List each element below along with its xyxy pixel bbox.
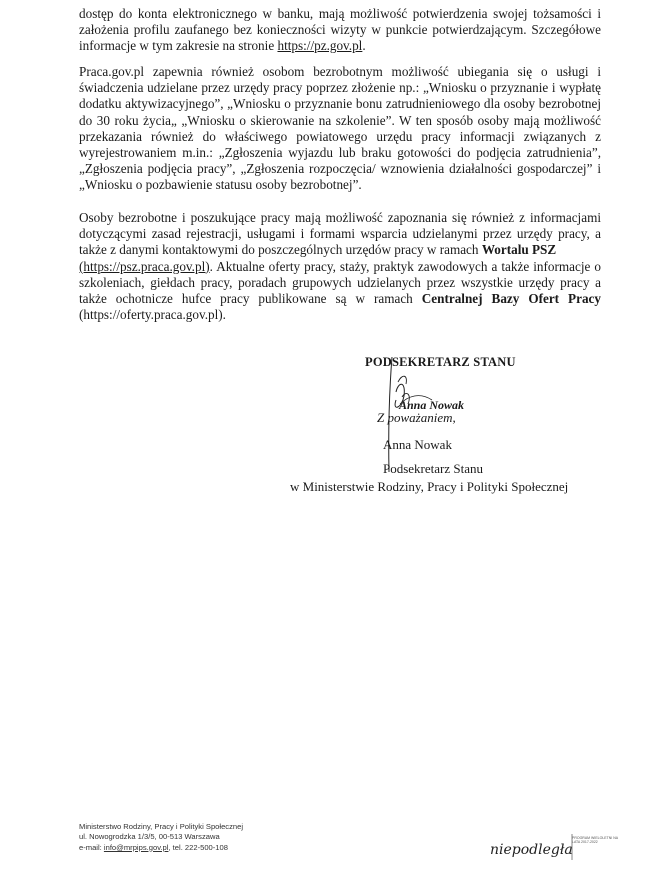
footer-ministry: Ministerstwo Rodziny, Pracy i Polityki Społecznej bbox=[79, 822, 244, 831]
niepodlegla-logo bbox=[488, 826, 638, 866]
psz-praca-link[interactable]: (https://psz.praca.gov.pl) bbox=[79, 258, 210, 274]
signatory-name: Anna Nowak bbox=[383, 437, 452, 452]
signatory-title: Podsekretarz Stanu bbox=[383, 461, 484, 476]
cbop-label: Centralnej Bazy Ofert Pracy bbox=[421, 291, 602, 307]
paragraph-text: dostęp do konta elektronicznego w banku, mają możliwość potwierdzenia swojej tożsamości i założenia profilu zaufanego bez konieczności wizyty w punkcie potwierdzającym. Szczegółowe informacje w tym zakresie na stronie bbox=[79, 6, 601, 54]
paragraph-wortal-psz bbox=[79, 210, 601, 323]
footer-contact bbox=[79, 843, 243, 853]
logo-caption: PROGRAM WIELOLETNI NA LATA 2017-2022 bbox=[572, 836, 618, 844]
closing-salutation: Z poważaniem, bbox=[377, 410, 456, 425]
footer-street: ul. Nowogrodzka 1/3/5, 00-513 Warszawa bbox=[79, 832, 220, 842]
footer-address bbox=[79, 822, 243, 853]
pz-gov-link[interactable]: https://pz.gov.pl bbox=[277, 38, 363, 54]
paragraph-praca-gov: Praca.gov.pl zapewnia również osobom bezrobotnym możliwość ubiegania się o usługi i świadczenia udzielane przez urzędy pracy poprzez złożenie np.: „Wniosku o przyznanie i wypłatę dodatku aktywizacyjnego”, „Wniosku o przyznanie bonu zatrudnieniowego dla osoby bezrobotnej do 30 roku życia„ „Wniosku o skierowanie na szkolenie”. W ten sposób osoby mają możliwość przekazania również do właściwego powiatowego urzędu pracy informacji związanych z wyrejestrowaniem m.in.: „Zgłoszenia wyjazdu lub braku gotowości do podjęcia zatrudnienia”, „Zgłoszenia podjęcia pracy”, „Zgłoszenia rozpoczęcia/ wznowienia działalności gospodarczej” i „Wniosku o pozbawienie statusu osoby bezrobotnej”. bbox=[79, 64, 601, 193]
footer-email-label: e-mail: bbox=[79, 842, 104, 852]
logo-wordmark: niepodległa bbox=[490, 842, 573, 858]
paragraph-text: Osoby bezrobotne i poszukujące pracy mają możliwość zapoznania się również z informacjami dotyczącymi zasad rejestracji, usługami i formami wsparcia udzielanymi przez urzędy pracy, a także z danymi kontaktowymi do poszczególnych urzędów pracy w ramach bbox=[79, 210, 601, 258]
paragraph-text: . bbox=[362, 38, 366, 54]
footer-phone: , tel. 222-500-108 bbox=[168, 842, 228, 852]
paragraph-profile-trusted bbox=[79, 6, 601, 55]
paragraph-text: (https://oferty.praca.gov.pl). bbox=[79, 307, 226, 323]
footer-email-link[interactable]: info@mrpips.gov.pl bbox=[103, 842, 169, 852]
signature-stamp-name: Anna Nowak bbox=[399, 398, 465, 412]
signature-stamp-title: PODSEKRETARZ STANU bbox=[365, 355, 516, 369]
paragraph-text: . Aktualne oferty pracy, staży, praktyk zawodowych a także informacje o szkoleniach, giełdach pracy, poradach grupowych udzielanych przez wszystkie urzędy pracy a także ochotnicze hufce pracy publikowane są w ramach bbox=[79, 258, 601, 307]
wortal-psz-label: Wortalu PSZ bbox=[481, 242, 557, 258]
signatory-ministry: w Ministerstwie Rodziny, Pracy i Polityki Społecznej bbox=[290, 479, 569, 494]
